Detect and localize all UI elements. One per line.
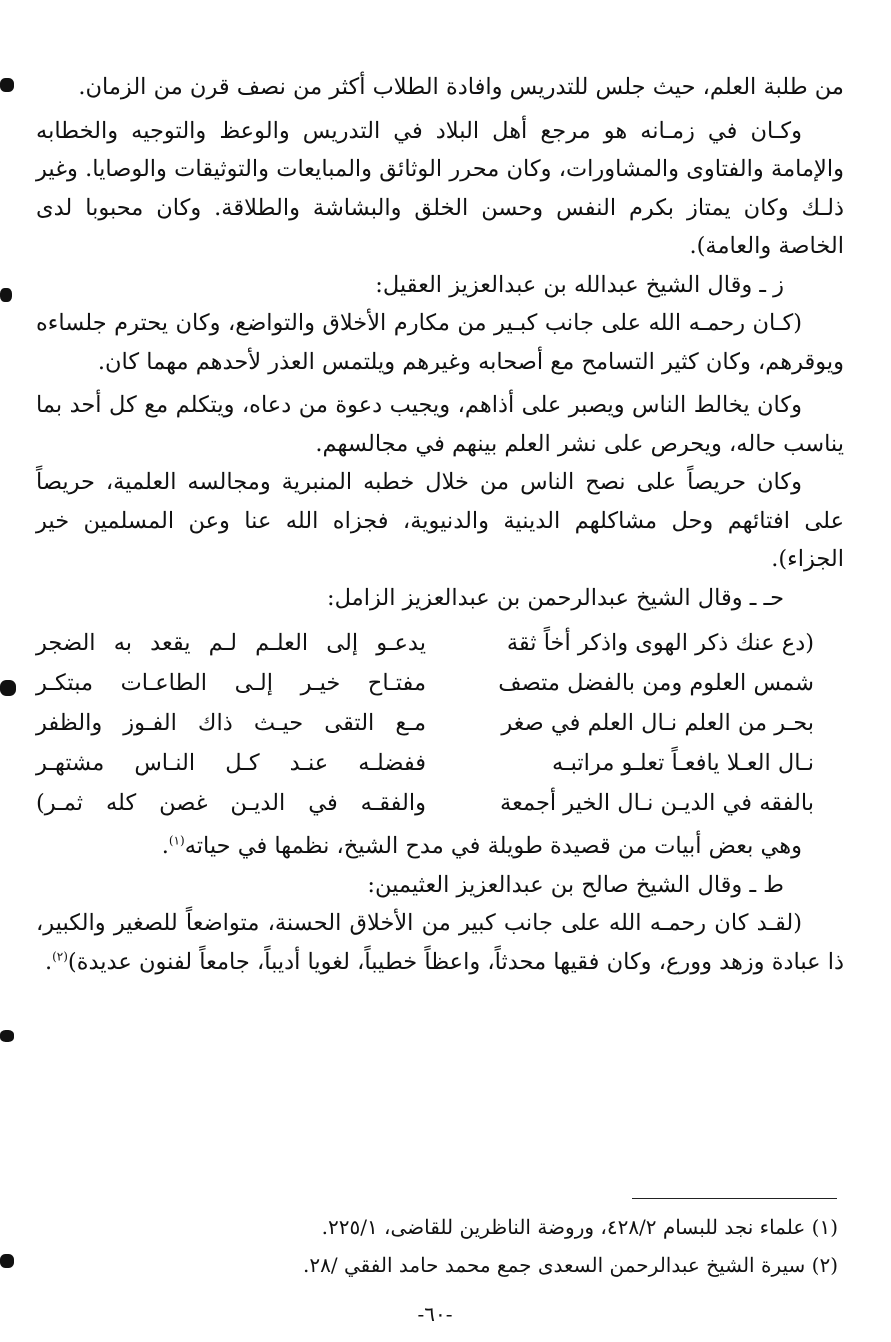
footnotes [36,1208,838,1284]
paragraph-4: وكان يخالط الناس ويصبر على أذاهم، ويجيب دعوة من دعاه، ويتكلم مع كل أحد بما يناسب حاله، ويحرص على نشر العلم بينهم في مجالسهم. [36,392,844,457]
scan-smudge [0,1030,14,1042]
section-heading-ta: ط ـ وقال الشيخ صالح بن عبدالعزيز العثيمين: [367,871,784,898]
poem-hemistich-second: يدعـو إلى العلـم لـم يقعد به الضجر [36,630,426,656]
footnote-2: (٢) سيرة الشيخ عبدالرحمن السعدى جمع محمد حامد الفقي /٢٨. [303,1253,838,1277]
footnote-ref-2[interactable]: (٢) [52,949,68,963]
scan-smudge [0,680,16,696]
footnote-divider [632,1198,837,1199]
poem-hemistich-second: مفتـاح خيـر إلـى الطاعـات مبتكـر [36,670,426,696]
paragraph-1: من طلبة العلم، حيث جلس للتدريس وافادة الطلاب أكثر من نصف قرن من الزمان. [78,74,844,100]
page-number: -٦٠- [417,1302,453,1326]
poem-verse [36,703,844,743]
paragraph-6-text: وهي بعض أبيات من قصيدة طويلة في مدح الشيخ، نظمها في حياته [184,833,802,859]
scan-smudge [0,1254,14,1268]
poem-hemistich-first: نـال العـلا يافعـاً تعلـو مراتبـه [551,750,814,776]
section-heading-zay: ز ـ وقال الشيخ عبدالله بن عبدالعزيز العقيل: [375,271,784,298]
paragraph-7 [36,904,844,981]
paragraph-2: وكـان في زمـانه هو مرجع أهل البلاد في التدريس والوعظ والتوجيه والخطابه والإمامة والفتاوى والمشاورات، وكان محرر الوثائق والمبايعات والتوثيقات والوصايا. وغير ذلـك وكان يمتاز بكرم النفس وحسن الخلق والبشاشة والطلاقة. وكان محبوبا لدى الخاصة والعامة). [36,117,844,259]
poem-hemistich-first: بالفقه في الديـن نـال الخير أجمعة [500,790,814,816]
poem-hemistich-second: والفقـه في الديـن غصن كله ثمـر) [36,790,426,816]
footnote-1: (١) علماء نجد للبسام ٤٢٨/٢، وروضة الناظرين للقاضى، ٢٢٥/١. [321,1215,838,1239]
paragraph-6 [36,827,844,866]
paragraph-6-end: . [161,833,169,859]
poem-hemistich-first: بحـر من العلم نـال العلم في صغر [501,710,814,736]
poem-hemistich-first: شمس العلوم ومن بالفضل متصف [498,670,814,696]
poem-verse [36,623,844,663]
poem-hemistich-second: مـع التقى حيـث ذاك الفـوز والظفر [36,710,426,736]
poem-verse [36,743,844,783]
paragraph-7-end: . [44,948,53,975]
poem-hemistich-first: (دع عنك ذكر الهوى واذكر أخاً ثقة [506,630,814,656]
scan-smudge [0,78,14,92]
page-body [36,68,844,981]
poem-verse [36,663,844,703]
paragraph-7-text: (لقـد كان رحمـه الله على جانب كبير من الأخلاق الحسنة، متواضعاً للصغير والكبير، ذا عبادة وزهد وورع، وكان فقيها محدثاً، واعظاً خطيباً، لغويا أديباً، جامعاً لفنون عديدة) [36,910,844,975]
footnote-ref-1[interactable]: (١) [168,833,185,848]
poem [36,623,844,823]
section-heading-ha: حـ ـ وقال الشيخ عبدالرحمن بن عبدالعزيز الزامل: [327,584,784,611]
paragraph-5: وكان حريصاً على نصح الناس من خلال خطبه المنبرية ومجالسه العلمية، حريصاً على افتائهم وحل مشاكلهم الدينية والدنيوية، فجزاه الله عنا وعن المسلمين خير الجزاء). [36,469,844,572]
paragraph-3: (كـان رحمـه الله على جانب كبـير من مكارم الأخلاق والتواضع، وكان يحترم جلساءه ويوقرهم، وكان كثير التسامح مع أصحابه وغيرهم ويلتمس العذر لأحدهم مهما كان. [36,310,844,375]
poem-hemistich-second: ففضلـه عنـد كـل النـاس مشتهـر [36,750,426,776]
scan-smudge [0,288,12,302]
poem-verse [36,783,844,823]
